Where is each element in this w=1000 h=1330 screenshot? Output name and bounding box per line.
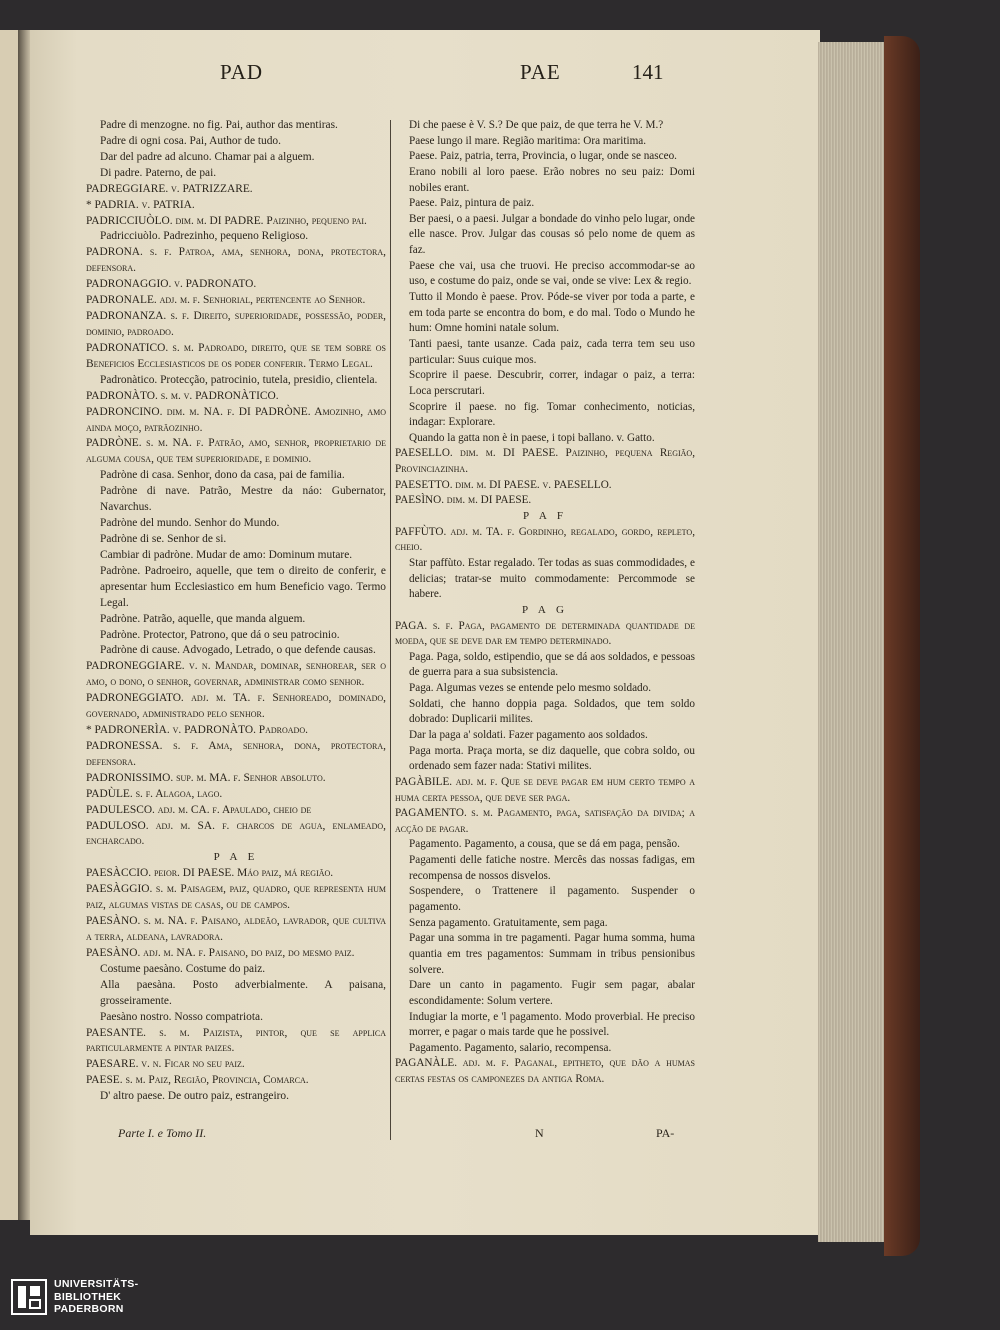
dictionary-entry: Padròne. Protector, Patrono, que dá o seu patrocinio. xyxy=(100,628,340,641)
dictionary-entry: Soldati, che hanno doppia paga. Soldados, que tem soldo dobrado: Duplicarii milites. xyxy=(409,697,695,726)
dictionary-entry: Paese che vai, usa che truovi. He preciso accommodar-se ao uso, e costume do paiz, onde se vai, onde se vive: Lex & regio. xyxy=(409,259,695,288)
dictionary-entry: Pagar una somma in tre pagamenti. Pagar huma somma, huma quantia em tres pagamentos: Summam in tribus pensionibus solvere. xyxy=(409,932,695,976)
dictionary-entry: Paga. Paga, soldo, estipendio, que se dá aos soldados, e pessoas de guerra para a sua subsistencia. xyxy=(409,650,695,679)
dictionary-entry: Scoprire il paese. Descubrir, correr, indagar o paiz, a terra: Loca perscrutari. xyxy=(409,369,695,397)
dictionary-entry: Dar la paga a' soldati. Fazer pagamento aos soldados. xyxy=(409,728,648,741)
footer-gathering-mark: N xyxy=(535,1126,544,1140)
dictionary-entry: Di che paese è V. S.? De que paiz, de que terra he V. M.? xyxy=(409,119,664,131)
footer-catchword: PA- xyxy=(656,1126,675,1140)
dictionary-entry: Di padre. Paterno, de pai. xyxy=(100,166,217,179)
dictionary-entry: Paese lungo il mare. Região maritima: Ora maritima. xyxy=(409,134,647,147)
dictionary-entry: Dare un canto in pagamento. Fugir sem pagar, abalar escondidamente: Solum vertere. xyxy=(409,979,695,1007)
dictionary-entry: Senza pagamento. Gratuitamente, sem paga. xyxy=(409,916,608,929)
dictionary-entry: PAESE. s. m. Paiz, Região, Provincia, Comarca. xyxy=(86,1074,309,1087)
dictionary-entry: Tutto il Mondo è paese. Prov. Póde-se viver por toda a parte, e em toda parte se encontra do bom, e do mal. Todo o Mundo he hum: Omne homini natale solum. xyxy=(409,291,695,335)
dictionary-entry: Ber paesi, o a paesi. Julgar a bondade do vinho pelo lugar, onde elle nasce. Prov. Julgar das cousas só pelo nome de quem as faz. xyxy=(409,212,695,257)
dictionary-entry: Indugiar la morte, e 'l pagamento. Modo proverbial. He preciso morrer, e pagar o mais tarde que he possivel. xyxy=(409,1010,695,1039)
running-head-left: PAD xyxy=(220,60,264,84)
dictionary-entry: PADRONANZA. s. f. Direito, superioridade, possessão, poder, dominio, padroado. xyxy=(86,310,386,338)
dictionary-entry: Pagamento. Pagamento, salario, recompensa. xyxy=(409,1041,612,1054)
dictionary-entry: PADRONCINO. dim. m. NA. f. DI PADRÒNE. Amozinho, amo ainda moço, patrãozinho. xyxy=(86,405,386,434)
dictionary-entry: PADRONALE. adj. m. f. Senhorial, pertencente ao Senhor. xyxy=(86,294,366,307)
dictionary-entry: Costume paesàno. Costume do paiz. xyxy=(100,962,266,975)
dictionary-entry: PAESANTE. s. m. Paizista, pintor, que se applica particularmente a pintar paizes. xyxy=(86,1026,386,1055)
library-banner xyxy=(0,1270,1000,1330)
logo-line-1: UNIVERSITÄTS- xyxy=(54,1278,139,1290)
dictionary-entry: Paga. Algumas vezes se entende pelo mesmo soldado. xyxy=(409,682,652,695)
section-letters: P A F xyxy=(522,510,568,523)
dictionary-entry: Star paffùto. Estar regalado. Ter todas as suas commodidades, e delicias; tratar-se muito commodamente: Percommode se habere. xyxy=(409,556,695,601)
dictionary-entry: PADRONISSIMO. sup. m. MA. f. Senhor absoluto. xyxy=(86,771,326,784)
dictionary-entry: Cambiar di padròne. Mudar de amo: Dominum mutare. xyxy=(100,548,353,561)
dictionary-entry: PADRONEGGIARE. v. n. Mandar, dominar, senhorear, ser o amo, o dono, o senhor, governar, administrar como senhor. xyxy=(86,660,386,689)
dictionary-entry: PADRICCIUÒLO. dim. m. DI PADRE. Paizinho, pequeno pai. xyxy=(86,214,367,227)
dictionary-entry: PADRÒNE. s. m. NA. f. Patrão, amo, senhor, proprietario de alguma cousa, que tem superioridade, e dominio. xyxy=(86,437,386,466)
dictionary-entry: PAESÀNO. s. m. NA. f. Paisano, aldeão, lavrador, que cultiva a terra, aldeana, lavradora. xyxy=(86,915,386,944)
book-cover xyxy=(884,36,920,1256)
dictionary-entry: PAESELLO. dim. m. DI PAESE. Paizinho, pequena Região, Provinciazinha. xyxy=(395,447,695,476)
dictionary-entry: Padròne di cause. Advogado, Letrado, o que defende causas. xyxy=(100,644,376,657)
dictionary-entry: PAESÀCCIO. peior. DI PAESE. Máo paiz, má região. xyxy=(86,867,334,880)
dictionary-entry: PAESETTO. dim. m. DI PAESE. v. PAESELLO. xyxy=(395,478,612,491)
dictionary-entry: Padròne di nave. Patrão, Mestre da náo: Gubernator, Navarchus. xyxy=(100,485,386,514)
left-column xyxy=(86,118,386,1105)
dictionary-entry: Pagamenti delle fatiche nostre. Mercês das nossas fadigas, em recompensa de nossos disvelos. xyxy=(409,854,695,882)
logo-line-2: BIBLIOTHEK xyxy=(54,1290,122,1303)
dictionary-entry: PADRONEGGIATO. adj. m. TA. f. Senhoreado, dominado, governado, administrado pelo senhor. xyxy=(86,692,386,721)
dictionary-entry: Sospendere, o Trattenere il pagamento. Suspender o pagamento. xyxy=(409,885,695,914)
dictionary-entry: PAGA. s. f. Paga, pagamento de determinada quantidade de moeda, que se deve dar em tempo determinado. xyxy=(395,619,695,648)
dictionary-entry: Scoprire il paese. no fig. Tomar conhecimento, noticias, indagar: Explorare. xyxy=(409,400,695,429)
dictionary-entry: PAESÌNO. dim. m. DI PAESE. xyxy=(395,494,532,507)
dictionary-entry: PADREGGIARE. v. PATRIZZARE. xyxy=(86,182,253,195)
dictionary-entry: Paese. Paiz, pintura de paiz. xyxy=(409,197,535,210)
dictionary-entry: PADULESCO. adj. m. CA. f. Apaulado, cheio de xyxy=(86,803,312,816)
page-number: 141 xyxy=(632,60,664,84)
dictionary-entry: PAFFÙTO. adj. m. TA. f. Gordinho, regalado, gordo, repleto, cheio. xyxy=(395,525,695,554)
column-divider xyxy=(390,120,391,1140)
dictionary-entry: Paese. Paiz, patria, terra, Provincia, o lugar, onde se nasceo. xyxy=(409,150,677,163)
dictionary-entry: Padròne. Patrão, aquelle, que manda alguem. xyxy=(100,612,306,625)
page-fore-edge xyxy=(818,42,888,1242)
dictionary-entry: PADULOSO. adj. m. SA. f. charcos de agua, enlameado, encharcado. xyxy=(86,819,386,848)
dictionary-entry: Padròne di casa. Senhor, dono da casa, pai de familia. xyxy=(100,469,345,482)
section-letters: P A E xyxy=(213,851,259,864)
dictionary-entry: * PADRONERÌA. v. PADRONÀTO. Padroado. xyxy=(86,724,308,737)
section-letters: P A G xyxy=(522,603,568,616)
dictionary-entry: PADRONA. s. f. Patroa, ama, senhora, dona, protectora, defensora. xyxy=(86,246,386,275)
library-logo-text xyxy=(54,1278,138,1316)
dictionary-entry: PAESÀGGIO. s. m. Paisagem, paiz, quadro, que representa hum paiz, algumas vistas de casas, ou de campos. xyxy=(86,883,386,912)
dictionary-entry: PADRONAGGIO. v. PADRONATO. xyxy=(86,278,257,291)
dictionary-entry: Alla paesàna. Posto adverbialmente. A paisana, grosseiramente. xyxy=(100,978,386,1007)
dictionary-entry: Padròne di se. Senhor de si. xyxy=(100,532,227,545)
dictionary-entry: * PADRIA. v. PATRIA. xyxy=(86,198,195,211)
dictionary-entry: Pagamento. Pagamento, a cousa, que se dá em paga, pensão. xyxy=(409,838,680,851)
dictionary-entry: Padre di menzogne. no fig. Pai, author das mentiras. xyxy=(100,119,338,131)
dictionary-entry: Paga morta. Praça morta, se diz daquelle, que cobra soldo, ou ordenado sem fazer nada: Stativi milites. xyxy=(409,744,695,773)
dictionary-entry: Padròne. Padroeiro, aquelle, que tem o direito de conferir, e apresentar hum Ecclesiastico em hum Beneficio vago. Termo Legal. xyxy=(100,564,386,609)
footer-signature: Parte I. e Tomo II. xyxy=(118,1126,207,1140)
dictionary-entry: PAESÀNO. adj. m. NA. f. Paisano, do paiz, do mesmo paiz. xyxy=(86,946,355,959)
dictionary-entry: D' altro paese. De outro paiz, estrangeiro. xyxy=(100,1090,289,1103)
dictionary-entry: Tanti paesi, tante usanze. Cada paiz, cada terra tem seu uso particular: Suus cuique mos. xyxy=(409,337,695,366)
dictionary-entry: PAESARE. v. n. Ficar no seu paiz. xyxy=(86,1058,245,1071)
dictionary-entry: Padre di ogni cosa. Pai, Author de tudo. xyxy=(100,134,281,147)
right-column xyxy=(395,118,695,1088)
dictionary-entry: Erano nobili al loro paese. Erão nobres no seu paiz: Domi nobiles erant. xyxy=(409,165,695,194)
dictionary-entry: PAGÀBILE. adj. m. f. Que se deve pagar em hum certo tempo a huma certa pessoa, que deve ser paga. xyxy=(395,775,695,804)
dictionary-entry: Paesàno nostro. Nosso compatriota. xyxy=(100,1010,263,1023)
previous-page-edge xyxy=(0,30,18,1220)
dictionary-entry: PADRONATICO. s. m. Padroado, direito, que se tem sobre os Beneficios Ecclesiasticos de os poder conferir. Termo Legal. xyxy=(86,341,386,370)
running-head-center: PAE xyxy=(520,60,561,84)
dictionary-entry: PADRONÀTO. s. m. v. PADRONÀTICO. xyxy=(86,389,279,402)
dictionary-entry: PADÙLE. s. f. Alagoa, lago. xyxy=(86,787,223,800)
dictionary-entry: Padricciuòlo. Padrezinho, pequeno Religioso. xyxy=(100,230,309,243)
dictionary-entry: PAGAMENTO. s. m. Pagamento, paga, satisfação da divida; a acção de pagar. xyxy=(395,807,695,835)
dictionary-entry: Padròne del mundo. Senhor do Mundo. xyxy=(100,517,280,530)
dictionary-entry: PAGANÀLE. adj. m. f. Paganal, epitheto, que dão a humas certas festas os camponezes da antiga Roma. xyxy=(395,1057,695,1086)
logo-line-3: PADERBORN xyxy=(54,1303,124,1315)
dictionary-entry: Quando la gatta non è in paese, i topi ballano. v. Gatto. xyxy=(409,431,655,444)
dictionary-entry: Dar del padre ad alcuno. Chamar pai a alguem. xyxy=(100,150,315,163)
dictionary-entry: Padronàtico. Protecção, patrocinio, tutela, presidio, clientela. xyxy=(100,373,378,386)
library-logo-icon xyxy=(10,1278,48,1316)
dictionary-entry: PADRONESSA. s. f. Ama, senhora, dona, protectora, defensora. xyxy=(86,739,386,768)
